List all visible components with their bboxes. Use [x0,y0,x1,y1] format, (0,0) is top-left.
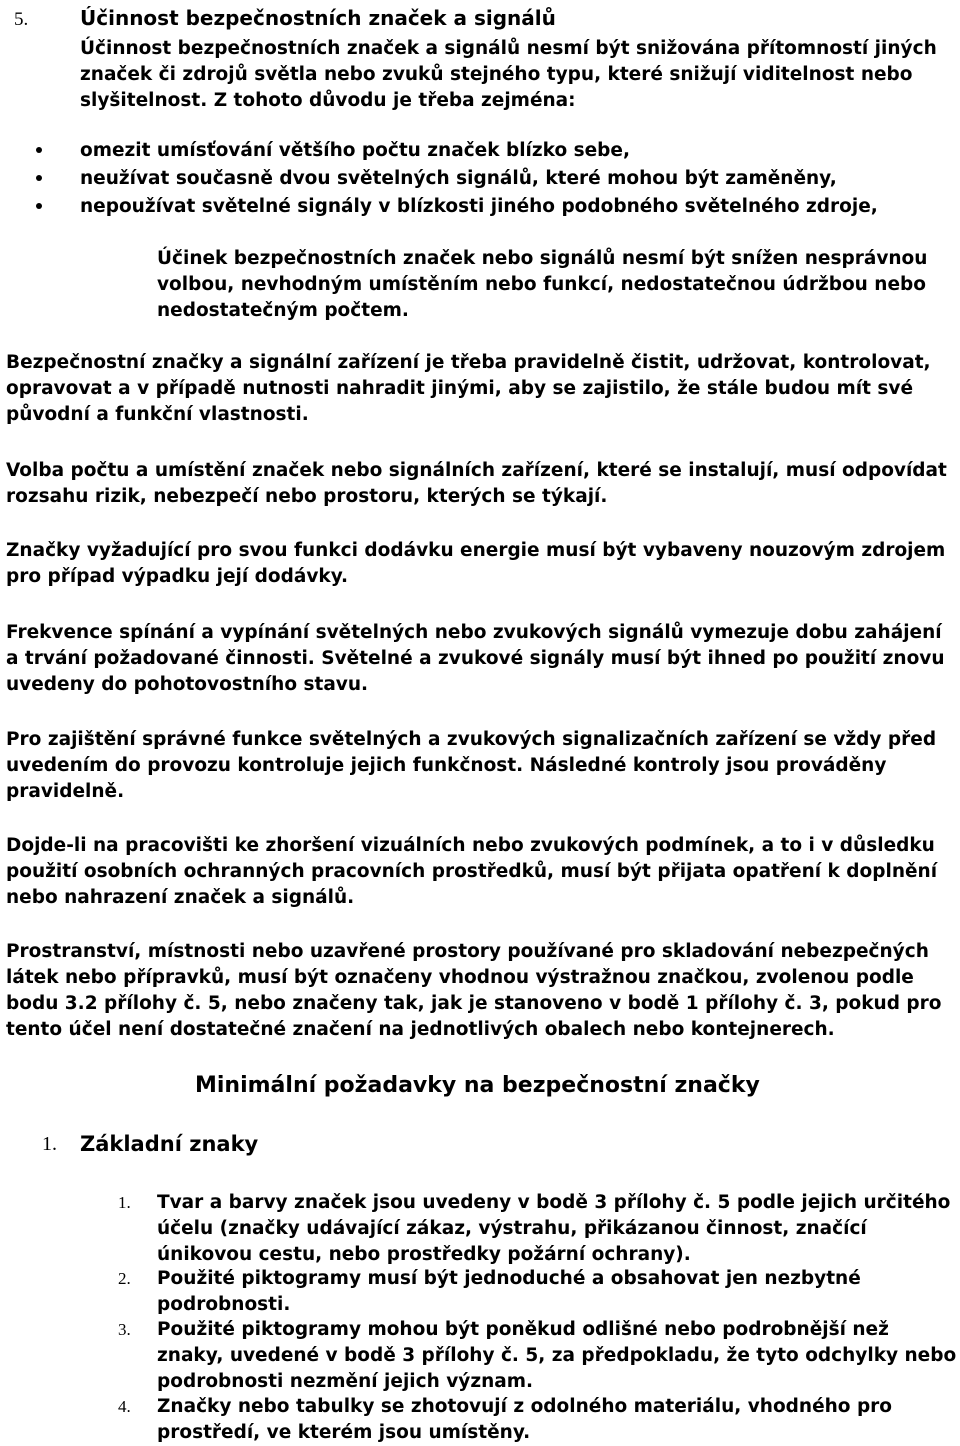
intro-line: slyšitelnost. Z tohoto důvodu je třeba zejména: [80,90,576,111]
bullet-text: neužívat současně dvou světelných signálů, které mohou být zaměněny, [80,168,837,189]
paragraph: Pro zajištění správné funkce světelných a zvukových signalizačních zařízení se vždy před uvedením do provozu kontroluje jejich funkčnost. Následné kontroly jsou prováděny pravidelně. [6,729,937,802]
paragraph: Prostranství, místnosti nebo uzavřené prostory používané pro skladování nebezpečných látek nebo přípravků, musí být označeny vhodnou výstražnou značkou, zvolenou podle bodu 3.2 přílohy č. 5, nebo značeny tak, jak je stanoveno v bodě 1 přílohy č. 3, pokud pro tento účel není dostatečné značení na jednotlivých obalech nebo kontejnerech. [6,941,942,1040]
paragraph: Frekvence spínání a vypínání světelných nebo zvukových signálů vymezuje dobu zahájení a trvání požadované činnosti. Světelné a zvukové signály musí být ihned po použití znovu uvedeny do pohotovostního stavu. [6,622,945,695]
paragraph: Volba počtu a umístění značek nebo signálních zařízení, které se instalují, musí odpovídat rozsahu rizik, nebezpečí nebo prostoru, kterých se týkají. [6,460,947,507]
bullet-icon [36,175,42,181]
paragraph: Bezpečnostní značky a signální zařízení je třeba pravidelně čistit, udržovat, kontrolovat, opravovat a v případě nutnosti nahradit jinými, aby se zajistilo, že stále budou mít své původní a funkční vlastnosti. [6,352,931,425]
list-item-number: 3. [118,1320,131,1339]
list-item-text: Použité piktogramy musí být jednoduché a obsahovat jen nezbytné podrobnosti. [157,1268,861,1315]
list-item-number: 2. [118,1269,131,1288]
section-intro [80,36,950,114]
list-item-number: 4. [118,1397,131,1416]
indented-paragraph: Účinek bezpečnostních značek nebo signálů nesmí být snížen nesprávnou volbou, nevhodným umístěním nebo funkcí, nedostatečnou údržbou nebo nedostatečným počtem. [157,248,928,321]
bullet-text: nepoužívat světelné signály v blízkosti jiného podobného světelného zdroje, [80,196,878,217]
subsection-number: 1. [42,1133,57,1155]
bullet-icon [36,147,42,153]
intro-line: značek či zdrojů světla nebo zvuků stejného typu, které snižují viditelnost nebo [80,64,913,85]
section-number: 5. [14,9,29,30]
paragraph: Značky vyžadující pro svou funkci dodávku energie musí být vybaveny nouzovým zdrojem pro případ výpadku její dodávky. [6,540,946,587]
section-title: Účinnost bezpečnostních značek a signálů [80,6,556,30]
list-item-text: Tvar a barvy značek jsou uvedeny v bodě 3 přílohy č. 5 podle jejich určitého účelu (značky udávající zákaz, výstrahu, přikázanou činnost, značící únikovou cestu, nebo prostředky požární ochrany). [157,1192,951,1265]
list-item-text: Značky nebo tabulky se zhotovují z odolného materiálu, vhodného pro prostředí, ve kterém jsou umístěny. [157,1396,893,1443]
intro-line: Účinnost bezpečnostních značek a signálů nesmí být snižována přítomností jiných [80,38,937,59]
list-item-number: 1. [118,1193,131,1212]
subheading: Minimální požadavky na bezpečnostní značky [195,1073,760,1098]
bullet-text: omezit umísťování většího počtu značek blízko sebe, [80,140,630,161]
bullet-icon [36,203,42,209]
subsection-title: Základní znaky [80,1132,259,1156]
list-item-text: Použité piktogramy mohou být poněkud odlišné nebo podrobnější než znaky, uvedené v bodě 3 přílohy č. 5, za předpokladu, že tyto odchylky nebo podrobnosti nezmění jejich význam. [157,1319,957,1392]
paragraph: Dojde-li na pracovišti ke zhoršení vizuálních nebo zvukových podmínek, a to i v důsledku použití osobních ochranných pracovních prostředků, musí být přijata opatření k doplnění nebo nahrazení značek a signálů. [6,835,938,908]
